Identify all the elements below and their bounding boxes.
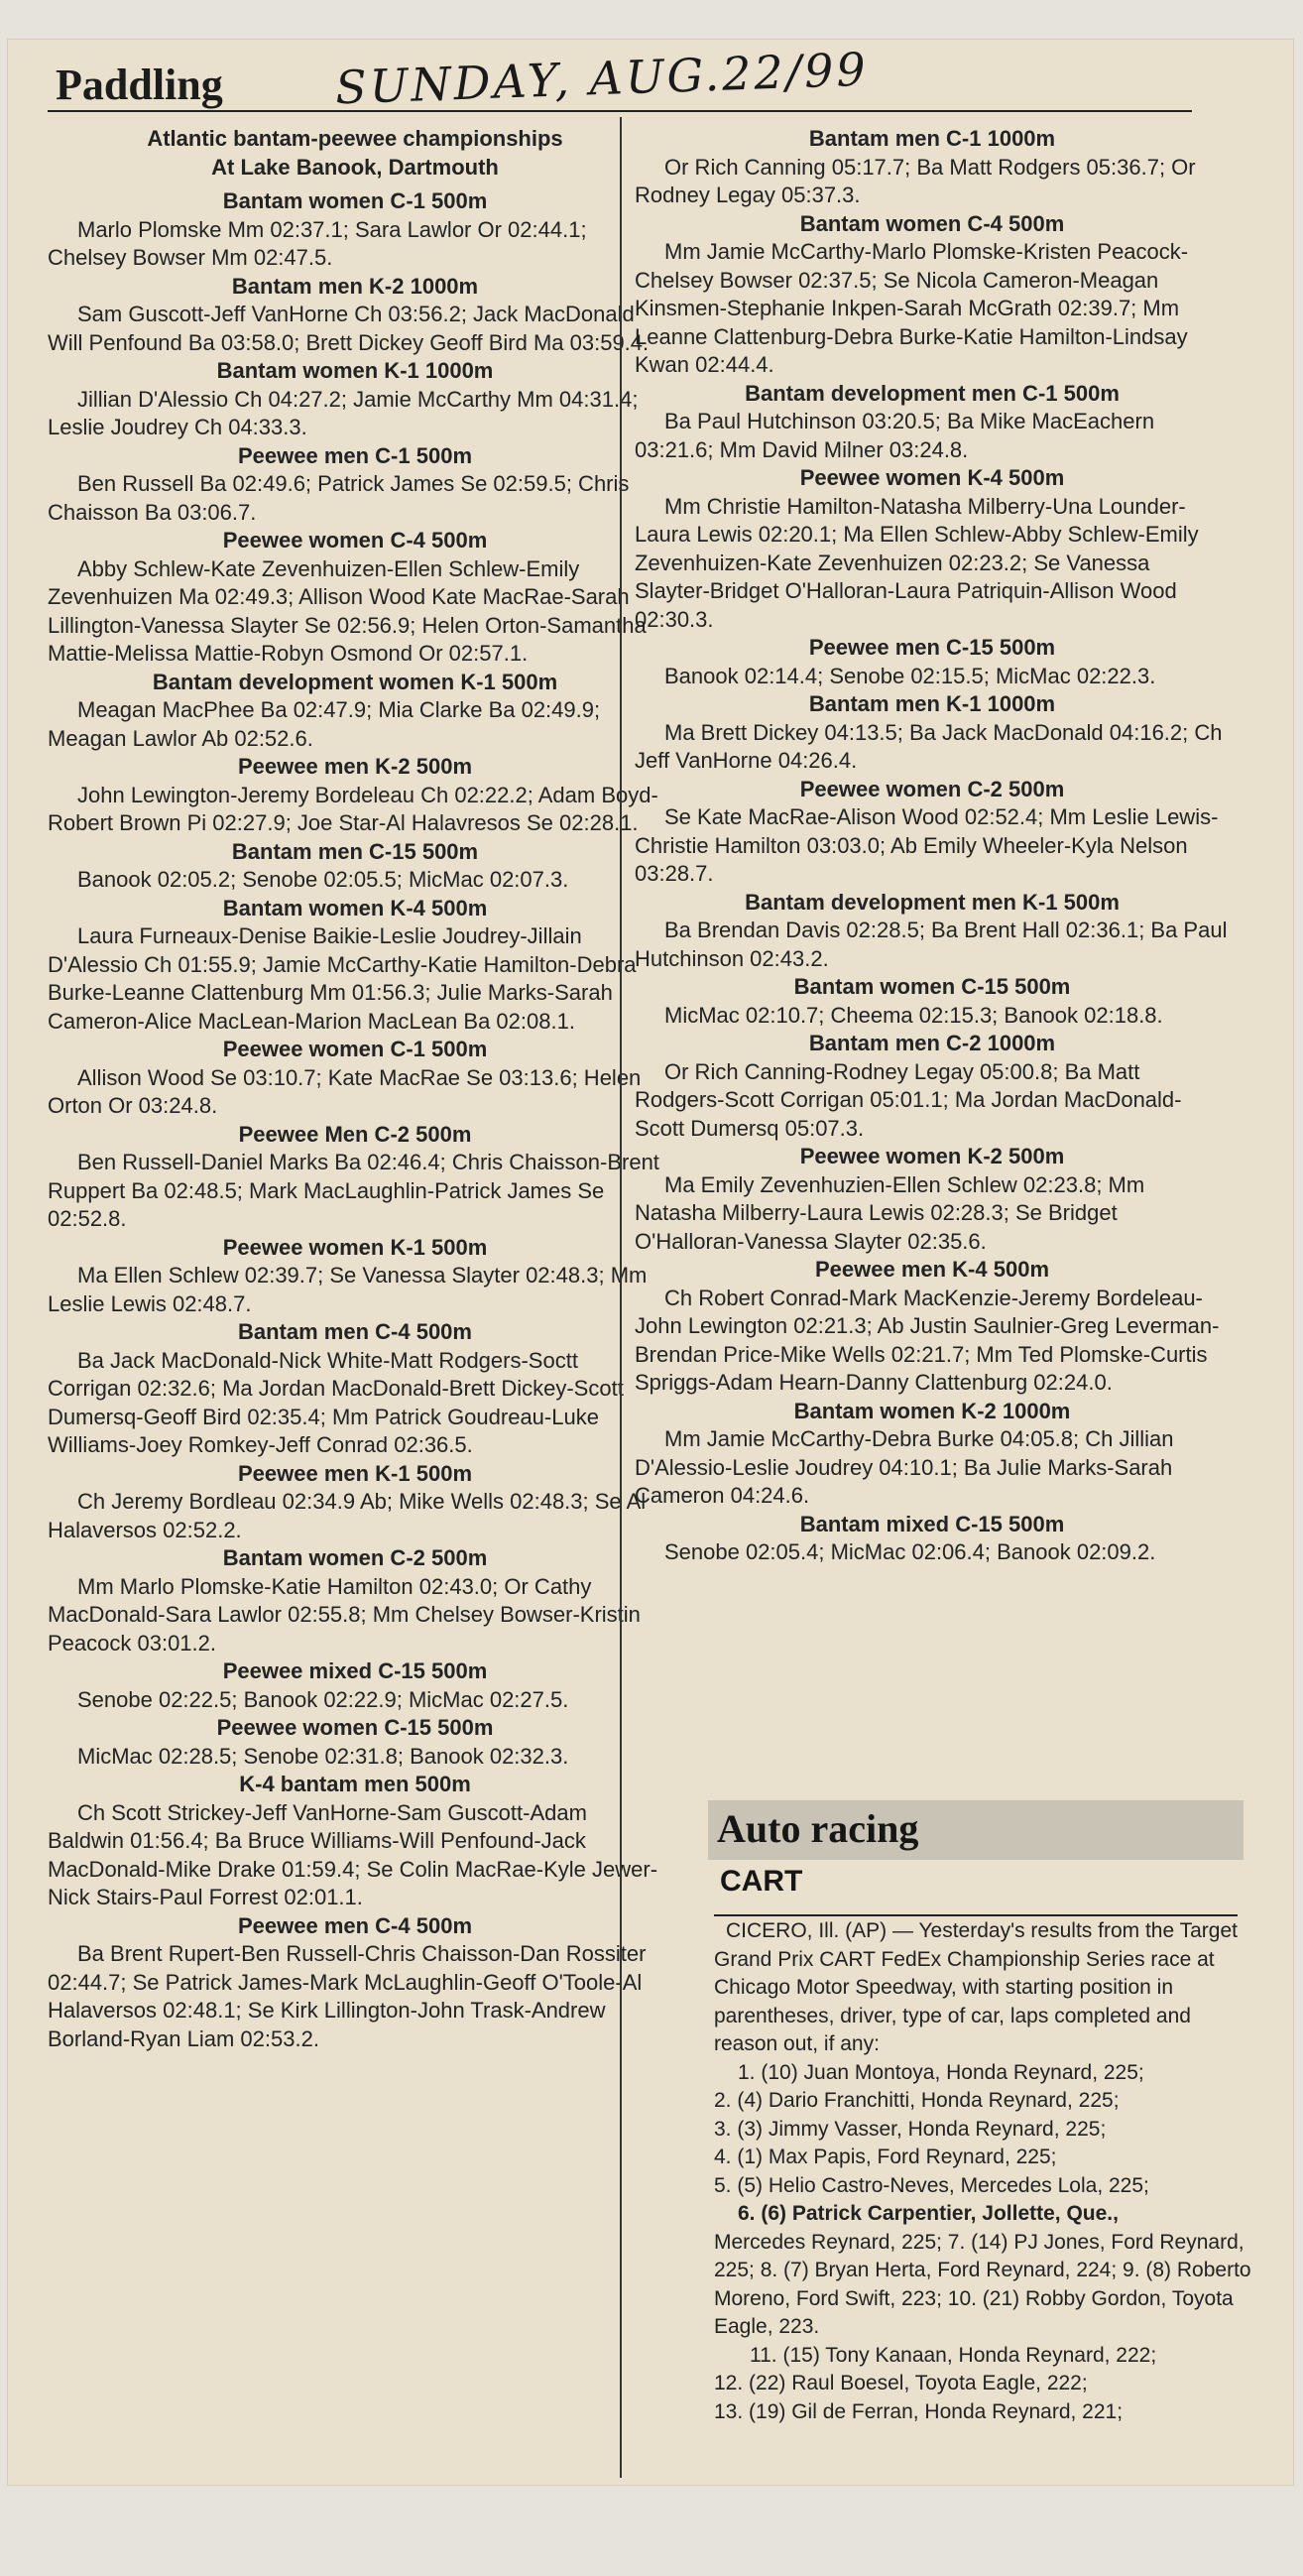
event-results: Meagan MacPhee Ba 02:47.9; Mia Clarke Ba 02:49.9; Meagan Lawlor Ab 02:52.6.	[48, 697, 601, 751]
event-results: Mm Jamie McCarthy-Marlo Plomske-Kristen Peacock-Chelsey Bowser 02:37.5; Se Nicola Cameron-Meagan Kinsmen-Stephanie Inkpen-Sarah McGrath 02:39.7; Mm Leanne Clattenburg-Debra Burke-Katie Hamilton-Lindsay Kwan 02:44.4.	[635, 239, 1189, 377]
event-results: Mm Jamie McCarthy-Debra Burke 04:05.8; Ch Jillian D'Alessio-Leslie Joudrey 04:10.1; Ba Julie Marks-Sarah Cameron 04:24.6.	[635, 1426, 1174, 1508]
event-heading: Bantam development men K-1 500m	[745, 889, 1120, 915]
event-heading: Bantam women K-1 1000m	[216, 358, 494, 383]
cart-intro: CICERO, Ill. (AP) — Yesterday's results from the Target Grand Prix CART FedEx Championship Series race at Chicago Motor Speedway, with starting position in parentheses, driver, type of car, laps completed and reason out, if any:	[714, 1919, 1238, 2055]
cart-result-line: 5. (5) Helio Castro-Neves, Mercedes Lola, 225;	[714, 2173, 1149, 2197]
section-title: Paddling	[56, 61, 223, 109]
event-results: Ben Russell Ba 02:49.6; Patrick James Se 02:59.5; Chris Chaisson Ba 03:06.7.	[48, 471, 630, 525]
cart-list	[714, 2059, 1257, 2201]
event-results: Ba Jack MacDonald-Nick White-Matt Rodgers-Soctt Corrigan 02:32.6; Ma Jordan MacDonald-Brett Dickey-Scott Dumersq-Geoff Bird 02:35.4; Mm Patrick Goudreau-Luke Williams-Joey Romkey-Jeff Conrad 02:36.5.	[48, 1347, 624, 1457]
event-heading: Peewee men C-1 500m	[237, 442, 473, 468]
cart-result-bold: 6. (6) Patrick Carpentier, Jollette, Que.,	[738, 2202, 1119, 2225]
event-results: Senobe 02:05.4; MicMac 02:06.4; Banook 02:09.2.	[664, 1539, 1156, 1564]
cart-result-line: 13. (19) Gil de Ferran, Honda Reynard, 221;	[714, 2399, 1124, 2423]
left-events	[48, 187, 662, 2053]
event-heading: Bantam women C-4 500m	[799, 210, 1065, 236]
event-heading: Bantam development women K-1 500m	[152, 669, 558, 694]
event-results: John Lewington-Jeremy Bordeleau Ch 02:22.2; Adam Boyd-Robert Brown Pi 02:27.9; Joe Star-Al Halavresos Se 02:28.1.	[48, 782, 658, 835]
cart-title: CART	[720, 1865, 803, 1898]
event-results: Ch Robert Conrad-Mark MacKenzie-Jeremy Bordeleau-John Lewington 02:21.3; Ab Justin Saulnier-Greg Leverman-Brendan Price-Mike Wells 02:21.7; Mm Ted Plomske-Curtis Spriggs-Adam Hearn-Danny Clattenburg 02:24.0.	[635, 1285, 1220, 1395]
event-heading: Peewee men K-2 500m	[237, 754, 473, 779]
event-heading: Bantam men C-15 500m	[231, 838, 479, 864]
results-subtitle: At Lake Banook, Dartmouth	[211, 154, 499, 180]
right-events	[635, 125, 1230, 1567]
cart-result-line: 2. (4) Dario Franchitti, Honda Reynard, 225;	[714, 2089, 1120, 2112]
event-heading: Bantam men C-2 1000m	[808, 1031, 1056, 1055]
event-heading: Peewee mixed C-15 500m	[222, 1658, 488, 1683]
event-results: Ba Brent Rupert-Ben Russell-Chris Chaisson-Dan Rossiter 02:44.7; Se Patrick James-Mark McLaughlin-Geoff O'Toole-Al Halaversos 02:48.1; Se Kirk Lillington-John Trask-Andrew Borland-Ryan Liam 02:53.2.	[48, 1941, 647, 2051]
event-heading: Bantam men C-4 500m	[238, 1319, 472, 1344]
event-heading: Bantam men K-2 1000m	[231, 273, 479, 299]
event-heading: K-4 bantam men 500m	[239, 1772, 471, 1796]
event-results: MicMac 02:28.5; Senobe 02:31.8; Banook 02:32.3.	[77, 1743, 569, 1769]
event-heading: Bantam women C-2 500m	[222, 1545, 488, 1570]
event-results: Or Rich Canning-Rodney Legay 05:00.8; Ba Matt Rodgers-Scott Corrigan 05:01.1; Ma Jordan MacDonald-Scott Dumersq 05:07.3.	[635, 1058, 1182, 1141]
event-results: Ba Brendan Davis 02:28.5; Ba Brent Hall 02:36.1; Ba Paul Hutchinson 02:43.2.	[635, 918, 1228, 971]
event-results: Or Rich Canning 05:17.7; Ba Matt Rodgers 05:36.7; Or Rodney Legay 05:37.3.	[635, 154, 1196, 207]
handwritten-date: SUNDAY, AUG.22/99	[334, 42, 870, 115]
cart-result-line: 1. (10) Juan Montoya, Honda Reynard, 225;	[738, 2060, 1144, 2084]
event-results: Laura Furneaux-Denise Baikie-Leslie Joudrey-Jillain D'Alessio Ch 01:55.9; Jamie McCarthy-Katie Hamilton-Debra Burke-Leanne Clattenburg Mm 01:56.3; Julie Marks-Sarah Cameron-Alice MacLean-Marion MacLean Ba 02:08.1.	[48, 923, 637, 1034]
event-heading: Bantam mixed C-15 500m	[799, 1511, 1065, 1536]
header-rule	[48, 110, 1192, 112]
cart-rest: Mercedes Reynard, 225; 7. (14) PJ Jones, Ford Reynard, 225; 8. (7) Bryan Herta, Ford Reynard, 224; 9. (8) Roberto Moreno, Ford Swift, 223; 10. (21) Robby Gordon, Toyota Eagle, 223.	[714, 2230, 1251, 2338]
event-results: Se Kate MacRae-Alison Wood 02:52.4; Mm Leslie Lewis-Christie Hamilton 03:03.0; Ab Emily Wheeler-Kyla Nelson 03:28.7.	[635, 804, 1219, 886]
left-column	[48, 125, 662, 2053]
event-heading: Bantam women C-1 500m	[222, 188, 488, 213]
auto-racing-title: Auto racing	[717, 1806, 919, 1851]
event-results: Banook 02:05.2; Senobe 02:05.5; MicMac 02:07.3.	[77, 867, 569, 892]
column-divider	[620, 117, 622, 2478]
event-heading: Bantam women K-4 500m	[222, 895, 488, 920]
event-heading: Peewee women C-4 500m	[222, 528, 488, 552]
event-results: Jillian D'Alessio Ch 04:27.2; Jamie McCarthy Mm 04:31.4; Leslie Joudrey Ch 04:33.3.	[48, 386, 639, 439]
event-results: Allison Wood Se 03:10.7; Kate MacRae Se 03:13.6; Helen Orton Or 03:24.8.	[48, 1064, 642, 1118]
event-heading: Peewee women K-4 500m	[799, 465, 1065, 490]
newspaper-clipping	[8, 40, 1293, 2485]
event-heading: Peewee women K-2 500m	[799, 1144, 1065, 1168]
right-column	[635, 125, 1230, 1567]
cart-result-line: 12. (22) Raul Boesel, Toyota Eagle, 222;	[714, 2372, 1088, 2394]
event-heading: Bantam men K-1 1000m	[808, 691, 1056, 716]
event-results: Marlo Plomske Mm 02:37.1; Sara Lawlor Or 02:44.1; Chelsey Bowser Mm 02:47.5.	[48, 216, 587, 270]
event-heading: Peewee men C-15 500m	[808, 635, 1056, 660]
event-heading: Peewee women C-1 500m	[222, 1037, 488, 1061]
event-heading: Peewee Men C-2 500m	[238, 1121, 472, 1147]
event-results: Ch Scott Strickey-Jeff VanHorne-Sam Guscott-Adam Baldwin 01:56.4; Ba Bruce Williams-Will Penfound-Jack MacDonald-Mike Drake 01:59.4; Se Colin MacRae-Kyle Jewer-Nick Stairs-Paul Forrest 02:01.1.	[48, 1799, 658, 1909]
cart-result-line: 3. (3) Jimmy Vasser, Honda Reynard, 225;	[714, 2117, 1107, 2141]
results-title: Atlantic bantam-peewee championships	[147, 126, 563, 151]
event-heading: Peewee women C-15 500m	[216, 1715, 494, 1740]
event-results: Ma Emily Zevenhuzien-Ellen Schlew 02:23.8; Mm Natasha Milberry-Laura Lewis 02:28.3; Se Bridget O'Halloran-Vanessa Slayter 02:35.6.	[635, 1171, 1145, 1254]
event-heading: Bantam development men C-1 500m	[745, 380, 1120, 406]
event-results: Ma Brett Dickey 04:13.5; Ba Jack MacDonald 04:16.2; Ch Jeff VanHorne 04:26.4.	[635, 719, 1223, 773]
event-heading: Peewee women C-2 500m	[799, 776, 1065, 801]
event-heading: Bantam men C-1 1000m	[808, 126, 1056, 151]
event-results: Banook 02:14.4; Senobe 02:15.5; MicMac 02:22.3.	[664, 663, 1156, 688]
event-results: Ba Paul Hutchinson 03:20.5; Ba Mike MacEachern 03:21.6; Mm David Milner 03:24.8.	[635, 409, 1155, 462]
event-results: Ben Russell-Daniel Marks Ba 02:46.4; Chris Chaisson-Brent Ruppert Ba 02:48.5; Mark MacLaughlin-Patrick James Se 02:52.8.	[48, 1150, 659, 1231]
event-heading: Peewee men K-1 500m	[237, 1460, 473, 1486]
cart-tail	[714, 2342, 1257, 2427]
cart-results	[714, 1917, 1257, 2426]
cart-result-line: 11. (15) Tony Kanaan, Honda Reynard, 222;	[750, 2343, 1157, 2367]
event-heading: Bantam women C-15 500m	[793, 974, 1071, 999]
cart-rule	[714, 1914, 1238, 1916]
event-results: Mm Marlo Plomske-Katie Hamilton 02:43.0; Or Cathy MacDonald-Sara Lawlor 02:55.8; Mm Chelsey Bowser-Kristin Peacock 03:01.2.	[48, 1573, 641, 1656]
event-results: Ch Jeremy Bordleau 02:34.9 Ab; Mike Wells 02:48.3; Se Al Halaversos 02:52.2.	[48, 1489, 647, 1542]
event-heading: Peewee men C-4 500m	[237, 1912, 473, 1938]
event-results: Senobe 02:22.5; Banook 02:22.9; MicMac 02:27.5.	[77, 1686, 569, 1712]
cart-result-line: 4. (1) Max Papis, Ford Reynard, 225;	[714, 2146, 1057, 2168]
event-results: Mm Christie Hamilton-Natasha Milberry-Una Lounder-Laura Lewis 02:20.1; Ma Ellen Schlew-Abby Schlew-Emily Zevenhuizen-Kate Zevenhuizen 02:23.2; Se Vanessa Slayter-Bridget O'Halloran-Laura Patriquin-Allison Wood 02:30.3.	[635, 493, 1199, 632]
event-results: MicMac 02:10.7; Cheema 02:15.3; Banook 02:18.8.	[664, 1002, 1163, 1028]
event-heading: Bantam women K-2 1000m	[793, 1398, 1071, 1423]
event-heading: Peewee women K-1 500m	[222, 1234, 488, 1260]
event-results: Ma Ellen Schlew 02:39.7; Se Vanessa Slayter 02:48.3; Mm Leslie Lewis 02:48.7.	[48, 1263, 648, 1316]
event-heading: Peewee men K-4 500m	[814, 1257, 1050, 1282]
event-results: Sam Guscott-Jeff VanHorne Ch 03:56.2; Jack MacDonald Will Penfound Ba 03:58.0; Brett Dickey Geoff Bird Ma 03:59.4.	[48, 302, 650, 355]
event-results: Abby Schlew-Kate Zevenhuizen-Ellen Schlew-Emily Zevenhuizen Ma 02:49.3; Allison Wood Kate MacRae-Sarah Lillington-Vanessa Slayter Se 02:56.9; Helen Orton-Samantha Mattie-Melissa Mattie-Robyn Osmond Or 02:57.1.	[48, 555, 647, 666]
